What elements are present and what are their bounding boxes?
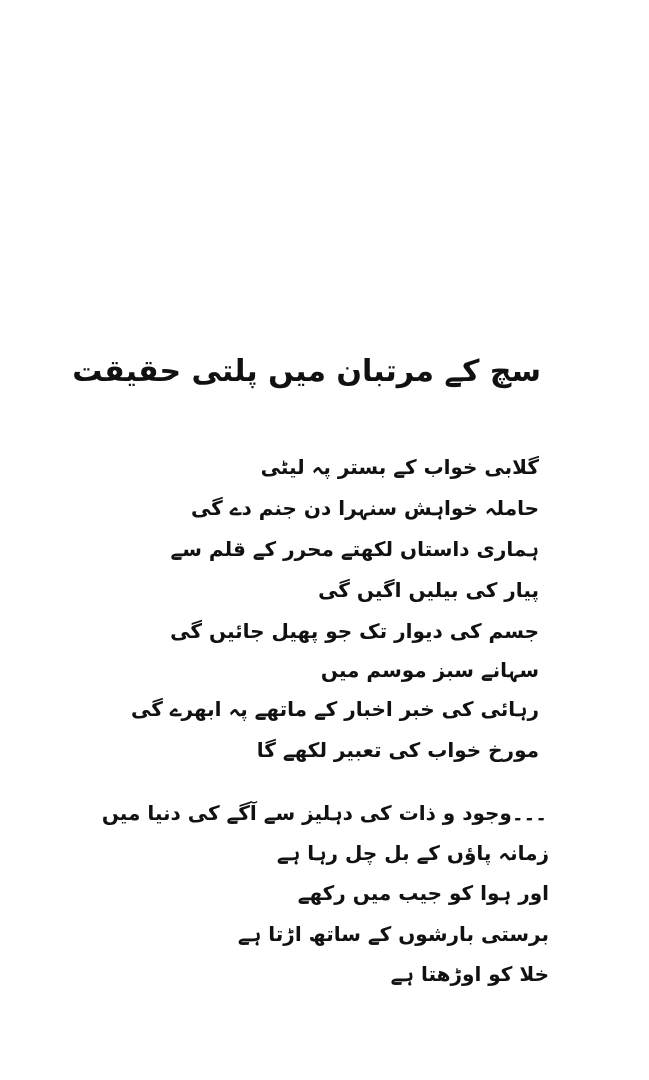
poem-line: زمانہ پاؤں کے بل چل رہا ہے bbox=[276, 841, 549, 865]
poem-line: سہانے سبز موسم میں bbox=[320, 658, 539, 682]
poem-line: جسم کی دیوار تک جو پھیل جائیں گی bbox=[170, 619, 539, 643]
poem-line: برستی بارشوں کے ساتھ اڑتا ہے bbox=[237, 922, 549, 946]
poem-line: مورخ خواب کی تعبیر لکھے گا bbox=[256, 738, 539, 762]
poem-title: سچ کے مرتبان میں پلتی حقیقت bbox=[72, 354, 541, 389]
poem-line: ۔۔۔وجود و ذات کی دہلیز سے آگے کی دنیا میں bbox=[101, 801, 547, 825]
poem-line: ہماری داستاں لکھتے محرر کے قلم سے bbox=[170, 537, 539, 561]
poem-line: پیار کی بیلیں اگیں گی bbox=[318, 578, 539, 602]
poem-line: گلابی خواب کے بستر پہ لیٹی bbox=[260, 455, 539, 479]
poem-line: حاملہ خواہش سنہرا دن جنم دے گی bbox=[190, 496, 539, 520]
poem-line: خلا کو اوڑھتا ہے bbox=[390, 962, 549, 986]
poem-line: اور ہوا کو جیب میں رکھے bbox=[297, 881, 549, 905]
poem-line: رہائی کی خبر اخبار کے ماتھے پہ ابھرے گی bbox=[130, 697, 539, 721]
